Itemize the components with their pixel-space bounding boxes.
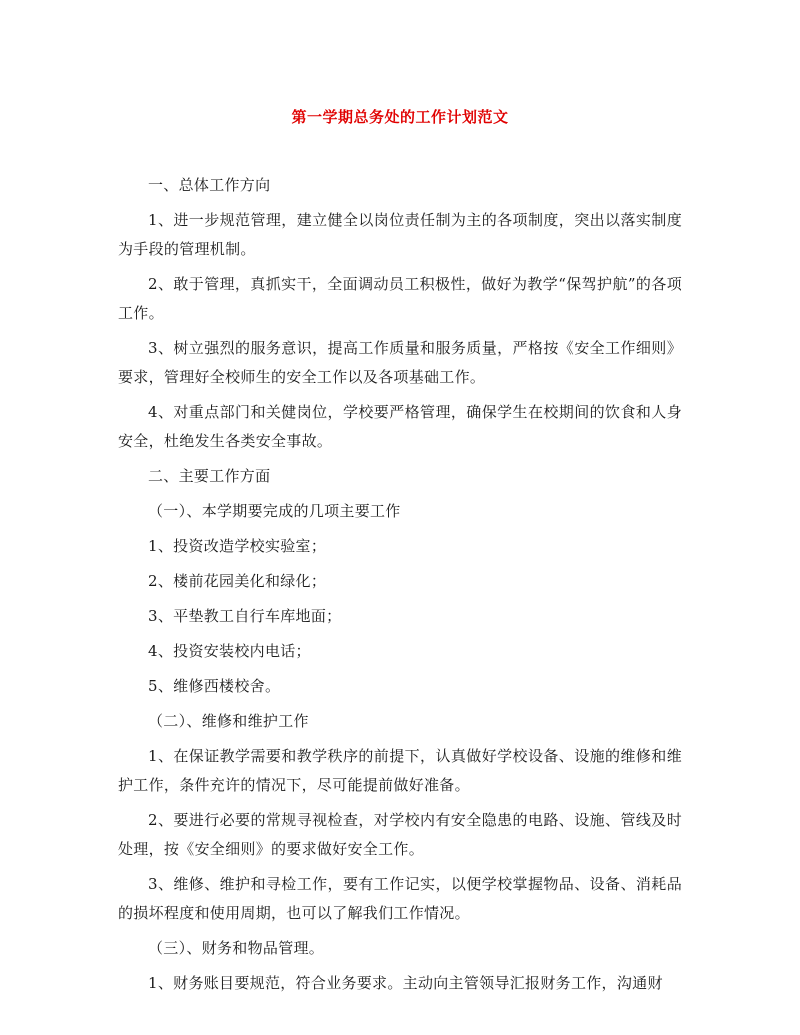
paragraph-item: 3、维修、维护和寻检工作，要有工作记实，以便学校掌握物品、设备、消耗品的损坏程度和使用周期，也可以了解我们工作情况。	[118, 875, 682, 922]
paragraph-item: 4、对重点部门和关健岗位，学校要严格管理，确保学生在校期间的饮食和人身安全，杜绝发生各类安全事故。	[118, 403, 682, 450]
section-heading-overall-direction: 一、总体工作方向	[148, 176, 271, 194]
subsection-heading-main-tasks: （一）、本学期要完成的几项主要工作	[148, 502, 401, 520]
list-item: 4、投资安装校内电话；	[148, 642, 311, 660]
paragraph-item: 3、树立强烈的服务意识，提高工作质量和服务质量，严格按《安全工作细则》要求，管理好全校师生的安全工作以及各项基础工作。	[118, 339, 682, 386]
list-item: 2、楼前花园美化和绿化；	[148, 572, 327, 590]
paragraph-item: 2、要进行必要的常规寻视检查，对学校内有安全隐患的电路、设施、管线及时处理，按《安全细则》的要求做好安全工作。	[118, 811, 682, 858]
paragraph-item: 1、在保证教学需要和教学秩序的前提下，认真做好学校设备、设施的维修和维护工作，条件充许的情况下，尽可能提前做好准备。	[118, 747, 682, 794]
document-title: 第一学期总务处的工作计划范文	[291, 108, 509, 126]
document-body	[118, 171, 682, 998]
paragraph-item: 1、财务账目要规范，符合业务要求。主动向主管领导汇报财务工作，沟通财	[148, 974, 663, 992]
paragraph-item: 1、进一步规范管理，建立健全以岗位责任制为主的各项制度，突出以落实制度为手段的管理机制。	[118, 211, 682, 258]
list-item: 1、投资改造学校实验室；	[148, 537, 327, 555]
subsection-heading-finance: （三）、财务和物品管理。	[148, 939, 325, 957]
paragraph-item: 2、敢于管理，真抓实干，全面调动员工积极性，做好为教学“保驾护航”的各项工作。	[118, 275, 682, 322]
section-heading-main-work: 二、主要工作方面	[148, 467, 271, 485]
subsection-heading-maintenance: （二）、维修和维护工作	[148, 712, 309, 730]
list-item: 5、维修西楼校舍。	[148, 677, 281, 695]
list-item: 3、平垫教工自行车库地面；	[148, 607, 342, 625]
